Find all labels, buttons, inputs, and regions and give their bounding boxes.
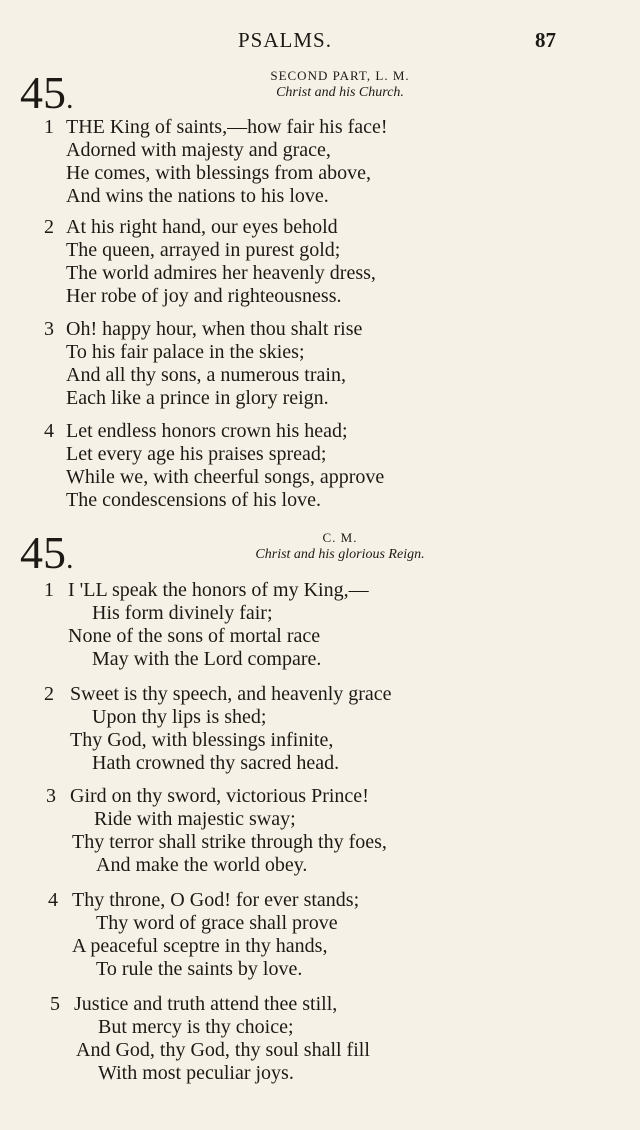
verse-line: The queen, arrayed in purest gold; [66,239,341,261]
psalm-number-dot: . [66,542,74,575]
psalm-meta [120,68,560,101]
stanza-number: 1 [44,579,54,601]
psalm-number-digits: 45 [20,67,66,118]
psalm-number [20,67,74,122]
psalm-subject: Christ and his Church. [276,85,404,100]
verse-line: He comes, with blessings from above, [66,162,371,184]
psalm-meter: SECOND PART, L. M. [270,68,410,83]
verse-line: Her robe of joy and righteousness. [66,285,342,307]
psalm-number-dot: . [66,82,74,115]
verse-line: While we, with cheerful songs, approve [66,466,385,488]
verse-line: And God, thy God, thy soul shall fill [76,1039,370,1061]
verse-line: To rule the saints by love. [96,958,303,980]
psalm-number-digits: 45 [20,527,66,578]
verse-line: Let endless honors crown his head; [66,420,348,442]
stanza-number: 1 [44,116,54,138]
verse-line: And wins the nations to his love. [66,185,329,207]
verse-line: Hath crowned thy sacred head. [92,752,340,774]
verse-line: May with the Lord compare. [92,648,322,670]
verse-line: Thy word of grace shall prove [96,912,338,934]
verse-line: None of the sons of mortal race [68,625,321,647]
psalm-number [20,527,74,582]
psalm-meter: C. M. [322,530,358,545]
verse-line: Thy terror shall strike through thy foes, [72,831,387,853]
verse-line: I 'LL speak the honors of my King,— [68,579,369,601]
verse-line: The condescensions of his love. [66,489,321,511]
psalm-meta [120,530,560,563]
verse-line: And make the world obey. [96,854,308,876]
verse-line: Each like a prince in glory reign. [66,387,329,409]
verse-line: Adorned with majesty and grace, [66,139,331,161]
verse-line: Sweet is thy speech, and heavenly grace [70,683,392,705]
stanza-number: 2 [44,683,54,705]
stanza-number: 4 [48,889,58,911]
verse-line: Justice and truth attend thee still, [74,993,338,1015]
page-number: 87 [535,28,556,52]
verse-line: To his fair palace in the skies; [66,341,305,363]
verse-line: With most peculiar joys. [98,1062,294,1084]
verse-line: And all thy sons, a numerous train, [66,364,346,386]
verse-line: Upon thy lips is shed; [92,706,267,728]
running-title: PSALMS. [238,28,332,52]
stanza-number: 5 [50,993,60,1015]
verse-line: Thy God, with blessings infinite, [70,729,334,751]
stanza-number: 4 [44,420,54,442]
verse-line: But mercy is thy choice; [98,1016,294,1038]
stanza-number: 3 [44,318,54,340]
verse-line: A peaceful sceptre in thy hands, [72,935,328,957]
verse-line: Gird on thy sword, victorious Prince! [70,785,369,807]
stanza-number: 2 [44,216,54,238]
verse-line: Oh! happy hour, when thou shalt rise [66,318,363,340]
verse-line: Let every age his praises spread; [66,443,327,465]
stanza-number: 3 [46,785,56,807]
verse-line: At his right hand, our eyes behold [66,216,338,238]
verse-line: The world admires her heavenly dress, [66,262,376,284]
verse-line: His form divinely fair; [92,602,273,624]
verse-line: Ride with majestic sway; [94,808,296,830]
verse-line: Thy throne, O God! for ever stands; [72,889,360,911]
verse-line: THE King of saints,—how fair his face! [66,116,388,138]
psalm-subject: Christ and his glorious Reign. [255,547,425,562]
running-head [0,28,640,56]
